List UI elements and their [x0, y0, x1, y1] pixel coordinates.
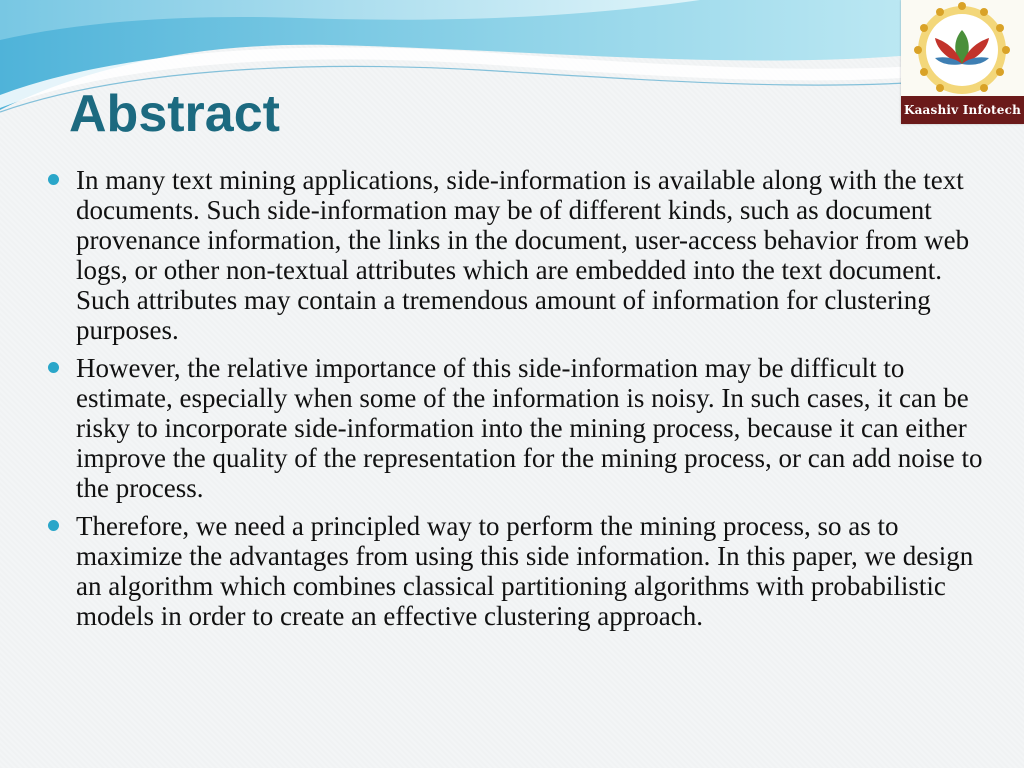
bullet-item [48, 511, 998, 631]
bullet-item [48, 165, 998, 345]
company-logo [901, 0, 1024, 124]
bullet-dot-icon [48, 520, 59, 531]
lotus-logo-icon [901, 0, 1024, 96]
bullet-text: In many text mining applications, side-information is available along with the text documents. Such side-information may be of different kinds, such as document provenance information, the links in the document, user-access behavior from web logs, or other non-textual attributes which are embedded into the text document. Such attributes may contain a tremendous amount of information for clustering purposes. [76, 165, 970, 345]
bullet-list [48, 165, 998, 639]
logo-text: Kaashiv Infotech [901, 96, 1024, 124]
bullet-text: However, the relative importance of this side-information may be difficult to estimate, especially when some of the information is noisy. In such cases, it can be risky to incorporate side-information into the mining process, because it can either improve the quality of the representation for the mining process, or can add noise to the process. [76, 353, 983, 503]
bullet-dot-icon [48, 174, 59, 185]
bullet-dot-icon [48, 362, 59, 373]
bullet-text: Therefore, we need a principled way to perform the mining process, so as to maximize the advantages from using this side information. In this paper, we design an algorithm which combines classical partitioning algorithms with probabilistic models in order to create an effective clustering approach. [76, 511, 974, 631]
bullet-item [48, 353, 998, 503]
slide-title: Abstract [69, 85, 280, 143]
